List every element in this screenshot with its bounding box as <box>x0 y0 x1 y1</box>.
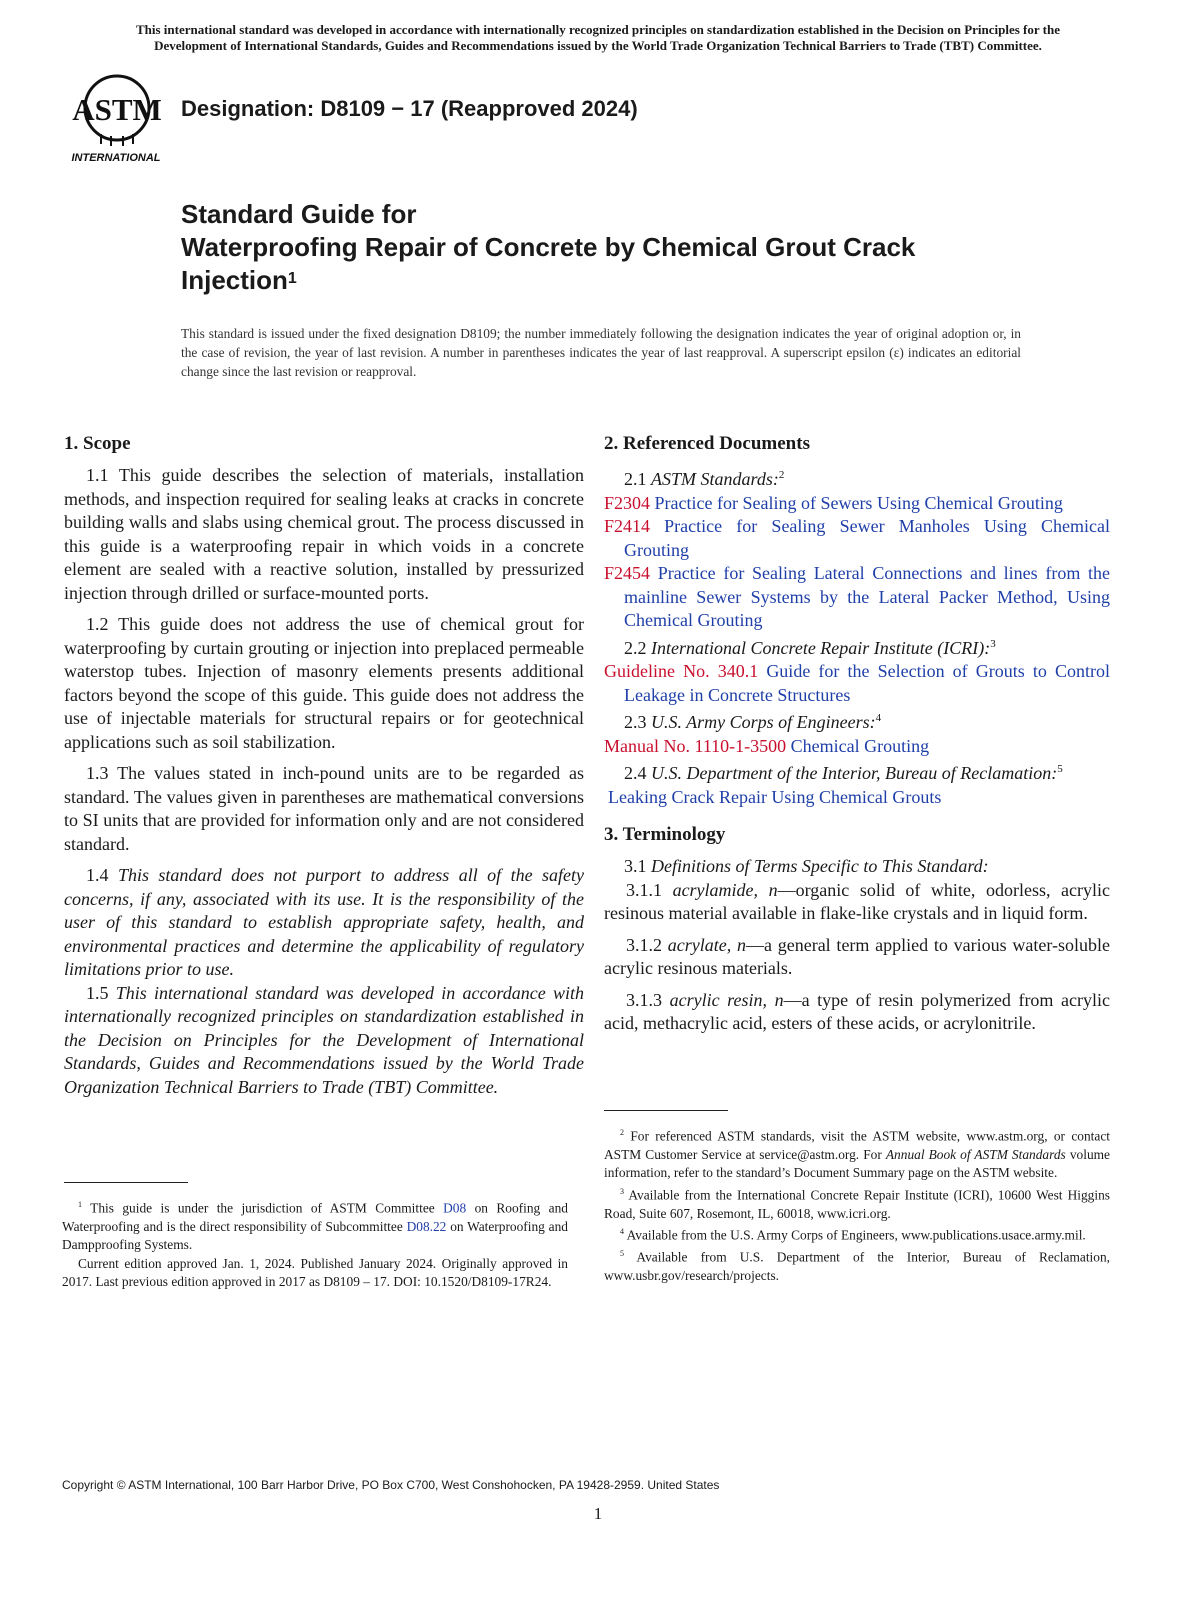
ref-icri-340-1[interactable]: Guideline No. 340.1 Guide for the Selection of Grouts to Control Leakage in Concrete Structures <box>604 661 1111 705</box>
top-notice-line1: This international standard was developed in accordance with internationally recognized principles on standardization established in the Decision on Principles for the <box>135 22 1060 37</box>
title-footnote-mark: 1 <box>287 270 297 287</box>
ref-f2414[interactable]: F2414 Practice for Sealing Sewer Manholes Using Chemical Grouting <box>604 516 1110 560</box>
ref-usace-manual[interactable]: Manual No. 1110-1-3500 Chemical Grouting <box>604 735 930 756</box>
copyright: Copyright © ASTM International, 100 Barr Harbor Drive, PO Box C700, West Conshohocken, PA 19428-2959. United States <box>62 1478 720 1492</box>
term-acrylic-resin: 3.1.3 acrylic resin, n—a type of resin polymerized from acrylic acid, methacrylic acid, esters of these acids, or acrylonitrile. <box>604 989 1110 1033</box>
footnotes-right <box>604 1124 1110 1286</box>
footnote-rule-right <box>604 1110 728 1111</box>
logo-letters: ASTM <box>72 92 162 127</box>
scope-1-3: 1.3 The values stated in inch-pound units are to be regarded as standard. The values given in parentheses are mathematical conversions to SI units that are provided for information only and are not considered standard. <box>64 763 584 854</box>
referenced-heading: 2. Referenced Documents <box>604 433 810 454</box>
astm-logo <box>66 70 168 166</box>
footnote-2: $^2$ For referenced ASTM standards, visit the ASTM website, www.astm.org, or contact ASTM Customer Service at service@astm.org. For Annual Book of ASTM Standards volume information, refer to the standard’s Document Summary page on the ASTM website. <box>604 1128 1110 1181</box>
footnote-1: $^1$ This guide is under the jurisdiction of ASTM Committee D08 on Roofing and Waterproofing and is the direct responsibility of Subcommittee D08.22 on Waterproofing and Dampproofing Systems. <box>62 1200 568 1253</box>
top-notice <box>60 22 1136 54</box>
scope-1-2: 1.2 This guide does not address the use of chemical grout for waterproofing by curtain grouting or injection into preplaced permeable waterstop tubes. Injection of masonry elements presents additional factors beyond the scope of this guide. This guide does not address the use of injectable materials for structural repairs or for geotechnical applications such as soil stabilization. <box>64 614 584 752</box>
ref-usbr[interactable]: Leaking Crack Repair Using Chemical Grouts <box>608 786 942 807</box>
footnote-3: $^3$ Available from the International Concrete Repair Institute (ICRI), 10600 West Higgins Road, Suite 607, Rosemont, IL, 60018, www.icri.org. <box>604 1186 1111 1221</box>
link-d08-22[interactable]: D08.22 <box>406 1218 447 1234</box>
term-acrylate: 3.1.2 acrylate, n—a general term applied to various water-soluble acrylic resinous materials. <box>604 934 1110 978</box>
terminology-heading: 3. Terminology <box>604 824 726 845</box>
page-number: 1 <box>593 1504 603 1523</box>
scope-1-1: 1.1 This guide describes the selection of materials, installation methods, and inspection required for sealing leaks at cracks in concrete building walls and slabs using chemical grout. The process discussed in this guide is a waterproofing repair in which voids in a concrete element are sealed with a reactive solution, installed by pressurized injection through drilled or surface-mounted ports. <box>64 465 584 603</box>
right-column <box>604 432 1110 1044</box>
document-title <box>181 198 1061 297</box>
footnote-rule-left <box>64 1182 188 1183</box>
scope-1-4: 1.4 This standard does not purport to address all of the safety concerns, if any, associated with its use. It is the responsibility of the user of this standard to establish appropriate safety, health, and environmental practices and determine the applicability of regulatory limitations prior to use. <box>64 865 584 979</box>
term-acrylamide: 3.1.1 acrylamide, n—organic solid of white, odorless, acrylic resinous material available in flake-like crystals and in liquid form. <box>604 879 1110 923</box>
ref-f2304[interactable]: F2304 Practice for Sealing of Sewers Using Chemical Grouting <box>604 492 1063 513</box>
designation: Designation: D8109 − 17 (Reapproved 2024) <box>181 96 638 121</box>
usace-head: 2.3 U.S. Army Corps of Engineers:$^4$ <box>624 712 882 732</box>
scope-heading: 1. Scope <box>64 433 131 454</box>
usbr-head: 2.4 U.S. Department of the Interior, Bureau of Reclamation:$^5$ <box>624 763 1063 783</box>
footnote-4: $^4$ Available from the U.S. Army Corps of Engineers, www.publications.usace.army.mil. <box>620 1227 1086 1243</box>
icri-head: 2.2 International Concrete Repair Institute (ICRI):$^3$ <box>624 637 996 658</box>
ref-f2454[interactable]: F2454 Practice for Sealing Lateral Connections and lines from the mainline Sewer Systems by the Lateral Packer Method, Using Chemical Grouting <box>604 563 1111 630</box>
title-line3: Injection <box>181 265 288 295</box>
top-notice-line2: Development of International Standards, Guides and Recommendations issued by the World Trade Organization Technical Barriers to Trade (TBT) Committee. <box>154 38 1042 53</box>
terminology-3-1: 3.1 Definitions of Terms Specific to This Standard: <box>624 856 989 876</box>
logo-subtitle: INTERNATIONAL <box>71 152 161 164</box>
title-line1: Standard Guide for <box>181 199 417 229</box>
astm-logo-icon <box>66 70 168 166</box>
footnote-5: $^5$ Available from U.S. Department of the Interior, Bureau of Reclamation, www.usbr.gov/research/projects. <box>604 1249 1111 1284</box>
footnote-1-edition: Current edition approved Jan. 1, 2024. Published January 2024. Originally approved in 2017. Last previous edition approved in 2017 as D8109 – 17. DOI: 10.1520/D8109-17R24. <box>62 1255 568 1290</box>
astm-standards-head: 2.1 ASTM Standards:$^2$ <box>624 469 785 489</box>
title-line2: Waterproofing Repair of Concrete by Chemical Grout Crack <box>181 232 916 262</box>
link-d08[interactable]: D08 <box>443 1200 467 1216</box>
left-column <box>64 432 584 1107</box>
issued-note: This standard is issued under the fixed designation D8109; the number immediately following the designation indicates the year of original adoption or, in the case of revision, the year of last revision. A number in parentheses indicates the year of last reapproval. A superscript epsilon (ε) indicates an editorial change since the last revision or reapproval. <box>181 326 1021 379</box>
scope-1-5: 1.5 This international standard was developed in accordance with internationally recognized principles on standardization established in the Decision on Principles for the Development of International Standards, Guides and Recommendations issued by the World Trade Organization Technical Barriers to Trade (TBT) Committee. <box>64 982 584 1097</box>
footnotes-left <box>62 1196 568 1292</box>
